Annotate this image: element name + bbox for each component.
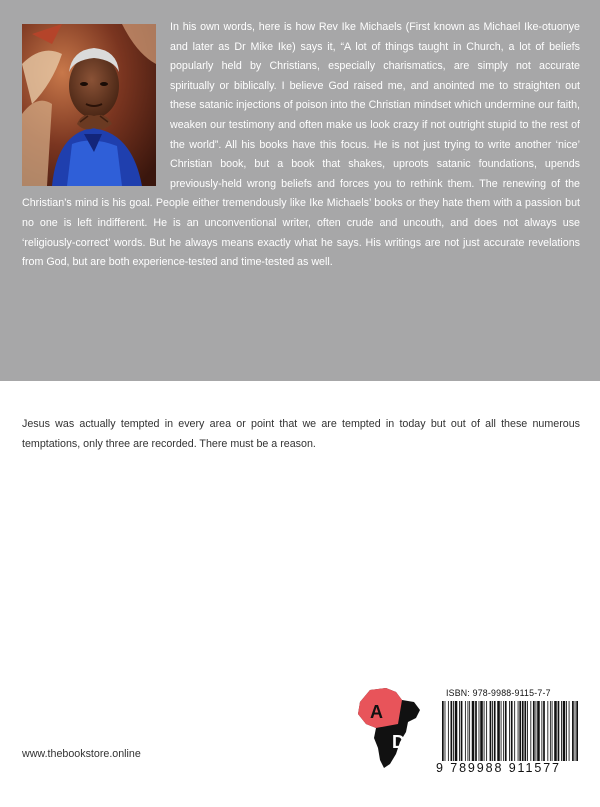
barcode-bar <box>566 701 567 761</box>
barcode-bar <box>518 701 519 761</box>
barcode-bar <box>519 701 521 761</box>
photo-wrap-spacer <box>22 18 170 194</box>
barcode-bar <box>490 701 492 761</box>
barcode-bar <box>492 701 493 761</box>
barcode-bar <box>558 701 560 761</box>
barcode-bar <box>569 701 570 761</box>
barcode-bar <box>451 701 453 761</box>
barcode-bar <box>505 701 507 761</box>
barcode-bar <box>486 701 487 761</box>
barcode-bar <box>572 701 574 761</box>
barcode-bar <box>561 701 562 761</box>
barcode-bar <box>576 701 578 761</box>
barcode-bar <box>550 701 551 761</box>
barcode-bar <box>469 701 470 761</box>
barcode-bar <box>509 701 510 761</box>
book-excerpt: Jesus was actually tempted in every area or point that we are tempted in today but out of all these numerous temptations, only three are recorded. There must be a reason. <box>22 418 580 450</box>
barcode-bar <box>442 701 444 761</box>
barcode-bar <box>543 701 545 761</box>
barcode-bar <box>503 701 504 761</box>
barcode-bar <box>530 701 531 761</box>
barcode-bar <box>448 701 449 761</box>
barcode-bar <box>537 701 540 761</box>
logo-letter-a: A <box>370 702 383 722</box>
back-cover-top-panel <box>0 0 600 381</box>
isbn-barcode <box>434 688 580 784</box>
publisher-logo <box>356 688 422 768</box>
barcode-bar <box>468 701 469 761</box>
isbn-label: ISBN: 978-9988-9115-7-7 <box>446 688 551 698</box>
logo-letter-d: D <box>392 732 405 752</box>
barcode-bar <box>501 701 502 761</box>
barcode-bar <box>563 701 566 761</box>
author-bio: In his own words, here is how Rev Ike Michaels (First known as Michael Ike-otuonye and later as Dr Mike Ike) says it, “A lot of things taught in Church, a lot of beliefs popularly held by Christians, especially charismatics, are simply not accurate spiritually or biblically. I believe God raised me, and anointed me to straighten out these satanic injections of poison into the Christian mindset which undermine our faith, weaken our testimony and often make us look crazy if not outright stupid to the rest of the world”. All his books have this focus. He is not just trying to write another ‘nice’ Christian book, but a book that shakes, uproots satanic foundations, upends previously-held wrong beliefs and forces you to rethink them. The renewing of the Christian’s mind is his goal. People either tremendously like Ike Michaels’ books or they hate them with a passion but no one is left indifferent. He is an unconventional writer, often crude and uncouth, and does not always use ‘religiously-correct’ words. But he always means exactly what he says. His writings are not just accurate revelations from God, but are both experience-tested and time-tested as well. <box>22 21 580 269</box>
publisher-website[interactable]: www.thebookstore.online <box>22 748 141 760</box>
barcode-bar <box>480 701 483 761</box>
barcode-bar <box>459 701 460 761</box>
barcode-bar <box>497 701 500 761</box>
barcode-bar <box>475 701 477 761</box>
barcode-bar <box>533 701 535 761</box>
barcode-bar <box>445 701 446 761</box>
barcode-bar <box>472 701 475 761</box>
barcode-bar <box>552 701 553 761</box>
barcode-bar <box>514 701 515 761</box>
author-bio-text <box>22 18 580 273</box>
barcode-bar <box>536 701 537 761</box>
africa-map-icon <box>356 688 422 768</box>
barcode-bar <box>465 701 466 761</box>
barcode-bar <box>575 701 576 761</box>
barcode-bar <box>522 701 524 761</box>
barcode-bars <box>442 701 578 761</box>
barcode-bar <box>547 701 548 761</box>
barcode-bar <box>453 701 454 761</box>
barcode-bar <box>494 701 496 761</box>
barcode-bar <box>541 701 542 761</box>
barcode-bar <box>554 701 557 761</box>
barcode-bar <box>461 701 463 761</box>
barcode-digits: 9 789988 911577 <box>436 761 561 775</box>
barcode-bar <box>479 701 480 761</box>
barcode-bar <box>527 701 528 761</box>
barcode-bar <box>511 701 513 761</box>
barcode-bar <box>524 701 526 761</box>
barcode-bar <box>455 701 458 761</box>
barcode-bar <box>484 701 485 761</box>
